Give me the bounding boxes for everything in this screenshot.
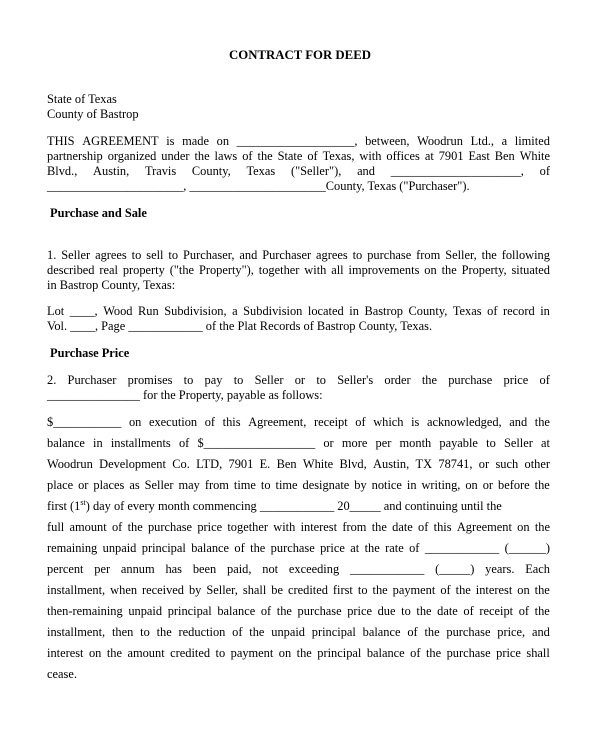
- word: Subdivision: [243, 304, 303, 318]
- word: not: [262, 562, 279, 576]
- word: price: [503, 373, 529, 387]
- word: as: [129, 478, 140, 492]
- word: 78741,: [438, 457, 473, 471]
- word: from: [416, 248, 441, 262]
- word: Ltd.,: [470, 134, 494, 148]
- word: Seller: [503, 436, 533, 450]
- word: credited: [170, 646, 211, 660]
- word: to: [352, 248, 363, 262]
- word: the: [364, 541, 380, 555]
- word: the: [250, 541, 266, 555]
- payment-line-6: [47, 520, 550, 534]
- word: installment,: [47, 583, 106, 597]
- state-line: State of Texas: [47, 92, 117, 106]
- word: execution: [148, 415, 198, 429]
- word: of: [487, 304, 498, 318]
- word: notice: [371, 478, 402, 492]
- lot-line-1: [47, 304, 550, 318]
- word: the: [455, 583, 471, 597]
- word: of: [242, 149, 253, 163]
- word: with: [273, 520, 296, 534]
- word: described: [47, 263, 95, 277]
- word: unpaid: [271, 625, 305, 639]
- word: the: [372, 583, 388, 597]
- first-day-text: [47, 499, 502, 513]
- word: TX: [415, 457, 433, 471]
- word: of: [539, 373, 550, 387]
- word: located: [307, 304, 344, 318]
- word: the: [194, 149, 210, 163]
- word: State: [277, 149, 303, 163]
- word: (_____): [435, 562, 475, 576]
- word: Woodrun: [417, 134, 463, 148]
- payment-line-11: [47, 625, 550, 639]
- word: Agreement,: [248, 415, 307, 429]
- word: or: [478, 457, 490, 471]
- word: the: [441, 263, 457, 277]
- word: month: [399, 436, 432, 450]
- word: or: [323, 436, 334, 450]
- payment-line-2: [47, 436, 550, 450]
- word: before: [498, 478, 530, 492]
- word: or: [482, 478, 494, 492]
- word: then: [111, 625, 134, 639]
- word: Purchaser,: [182, 248, 235, 262]
- word: Development: [99, 457, 166, 471]
- word: of: [518, 604, 530, 618]
- word: agrees: [95, 248, 127, 262]
- word: amount: [127, 646, 165, 660]
- first-day-post: ) day of every month commencing ____________ 20_____ and continuing until the: [85, 499, 502, 513]
- word: Each: [525, 562, 550, 576]
- word: County,: [408, 304, 448, 318]
- payment-line-4: [47, 478, 550, 492]
- word: Woodrun: [47, 457, 93, 471]
- word: of: [232, 625, 243, 639]
- word: improvements: [348, 263, 420, 277]
- word: Ben: [276, 457, 297, 471]
- word: payment: [230, 646, 274, 660]
- word: credited: [288, 583, 328, 597]
- word: $__________________: [197, 436, 316, 450]
- word: under: [161, 149, 190, 163]
- word: Lot: [47, 304, 65, 318]
- word: to: [233, 373, 244, 387]
- word: reduction: [178, 625, 226, 639]
- word: purchase: [448, 373, 493, 387]
- payment-line-7: [47, 541, 550, 555]
- word: the: [481, 248, 497, 262]
- payment-line-5: [47, 499, 550, 513]
- word: 7901: [438, 149, 464, 163]
- word: years.: [485, 562, 515, 576]
- word: property: [122, 263, 165, 277]
- word: Property"),: [198, 263, 254, 277]
- word: principal: [311, 625, 356, 639]
- intro-line-4: ______________________, ______________________County, Texas ("Purchaser").: [47, 179, 470, 193]
- word: ("the: [169, 263, 195, 277]
- word: THIS: [47, 134, 75, 148]
- word: at: [350, 541, 360, 555]
- word: remaining: [47, 541, 98, 555]
- word: interest: [300, 520, 338, 534]
- word: at: [424, 149, 434, 163]
- word: Seller,: [206, 583, 238, 597]
- word: order: [384, 373, 411, 387]
- word: Run: [138, 304, 159, 318]
- word: of: [409, 541, 420, 555]
- word: real: [99, 263, 118, 277]
- word: LTD,: [196, 457, 223, 471]
- word: places: [93, 478, 125, 492]
- word: of: [111, 520, 123, 534]
- intro-word: Texas: [246, 164, 276, 178]
- word: AGREEMENT: [82, 134, 159, 148]
- word: on: [88, 646, 102, 660]
- section1-line-3: in Bastrop County, Texas:: [47, 278, 176, 292]
- intro-word: ("Seller"),: [290, 164, 342, 178]
- first-day-sup: st: [80, 497, 86, 507]
- word: on: [278, 646, 292, 660]
- word: by: [188, 583, 202, 597]
- intro-word: Blvd.,: [47, 164, 78, 178]
- word: is: [411, 415, 420, 429]
- word: pay: [204, 373, 223, 387]
- section2-line-2: _______________ for the Property, payable as follows:: [47, 388, 323, 402]
- word: has: [165, 562, 182, 576]
- word: rate: [385, 541, 404, 555]
- word: is: [166, 134, 175, 148]
- word: all: [331, 263, 344, 277]
- word: receipt: [313, 415, 348, 429]
- word: 7901: [228, 457, 254, 471]
- payment-line-1: [47, 415, 550, 429]
- document-title: CONTRACT FOR DEED: [229, 48, 371, 62]
- word: to: [168, 248, 179, 262]
- word: the: [534, 478, 550, 492]
- word: situated: [511, 263, 550, 277]
- word: the: [296, 646, 312, 660]
- word: balance: [362, 625, 401, 639]
- word: in: [406, 478, 417, 492]
- word: Texas,: [322, 149, 355, 163]
- word: Property,: [461, 263, 507, 277]
- payment-line-10: [47, 604, 550, 618]
- word: and: [509, 415, 528, 429]
- word: partnership: [47, 149, 103, 163]
- word: price: [320, 541, 345, 555]
- word: on: [424, 263, 437, 277]
- word: shall: [242, 583, 267, 597]
- word: the: [534, 520, 550, 534]
- payment-line-8: [47, 562, 550, 576]
- word: from: [204, 478, 229, 492]
- word: paid,: [227, 562, 252, 576]
- word: of: [178, 436, 190, 450]
- section1-line-2: [47, 263, 550, 277]
- word: Blvd,: [339, 457, 367, 471]
- payment-line-12: [47, 646, 550, 660]
- word: purchase: [367, 248, 412, 262]
- word: $___________: [47, 415, 122, 429]
- word: 1.: [47, 248, 57, 262]
- word: and: [531, 625, 550, 639]
- word: Ben: [494, 149, 515, 163]
- heading-purchase-price: Purchase Price: [50, 346, 130, 360]
- word: from: [342, 520, 367, 534]
- word: price: [347, 604, 372, 618]
- word: Subdivision,: [164, 304, 227, 318]
- word: price,: [497, 625, 526, 639]
- word: Purchaser: [262, 248, 312, 262]
- word: purchase: [297, 604, 342, 618]
- word: White: [302, 457, 334, 471]
- word: installment,: [47, 625, 106, 639]
- word: to: [260, 478, 271, 492]
- word: between,: [365, 134, 410, 148]
- word: laws: [214, 149, 238, 163]
- county-line: County of Bastrop: [47, 107, 139, 121]
- word: the: [276, 604, 292, 618]
- word: principal: [167, 604, 212, 618]
- word: time: [275, 478, 298, 492]
- word: to: [131, 248, 142, 262]
- first-day-pre: first (1: [47, 499, 81, 513]
- word: date: [392, 520, 413, 534]
- payment-line-13: cease.: [47, 667, 77, 681]
- word: due: [377, 604, 396, 618]
- word: the: [534, 604, 550, 618]
- word: other: [524, 457, 550, 471]
- word: received: [142, 583, 184, 597]
- word: sell: [146, 248, 164, 262]
- section2-line-1: [47, 373, 550, 387]
- word: balance: [366, 646, 405, 660]
- intro-word: _____________________,: [390, 164, 524, 178]
- word: Seller's: [337, 373, 374, 387]
- word: to: [183, 373, 194, 387]
- word: E.: [259, 457, 271, 471]
- word: with: [359, 149, 382, 163]
- intro-word: Austin,: [93, 164, 130, 178]
- word: interest: [47, 646, 84, 660]
- word: been: [192, 562, 217, 576]
- word: principal: [141, 541, 186, 555]
- word: Seller: [254, 373, 284, 387]
- word: on: [517, 520, 530, 534]
- word: the: [416, 604, 432, 618]
- word: purchase: [147, 520, 193, 534]
- word: the: [106, 646, 122, 660]
- word: exceeding: [288, 562, 340, 576]
- word: White: [519, 149, 550, 163]
- word: ____,: [69, 304, 98, 318]
- word: at: [541, 436, 550, 450]
- word: such: [495, 457, 519, 471]
- section1-line-1: [47, 248, 550, 262]
- word: Seller: [144, 478, 174, 492]
- word: the: [534, 415, 550, 429]
- word: of: [407, 625, 418, 639]
- word: Agreement: [456, 520, 512, 534]
- word: 2.: [47, 373, 57, 387]
- word: then-remaining: [47, 604, 123, 618]
- word: payable: [439, 436, 478, 450]
- word: or: [78, 478, 89, 492]
- intro-line-2: [47, 149, 550, 163]
- payment-line-3: [47, 457, 550, 471]
- word: annum: [120, 562, 155, 576]
- word: Wood: [103, 304, 133, 318]
- word: East: [468, 149, 490, 163]
- word: price: [496, 646, 521, 660]
- word: on: [216, 134, 230, 148]
- word: purchase: [270, 541, 315, 555]
- word: Seller,: [445, 248, 477, 262]
- word: of: [204, 415, 216, 429]
- word: of: [260, 604, 272, 618]
- word: the: [127, 520, 143, 534]
- word: organized: [107, 149, 157, 163]
- word: be: [271, 583, 283, 597]
- word: agrees: [316, 248, 348, 262]
- word: a: [232, 304, 238, 318]
- word: Bastrop: [364, 304, 403, 318]
- word: installments: [110, 436, 171, 450]
- word: receipt: [479, 604, 514, 618]
- word: place: [47, 478, 74, 492]
- word: of: [307, 149, 318, 163]
- word: balance: [47, 436, 85, 450]
- word: per: [94, 562, 111, 576]
- intro-line-3: [47, 164, 550, 178]
- word: purchase: [446, 646, 491, 660]
- word: the: [421, 373, 437, 387]
- word: record: [503, 304, 535, 318]
- word: a: [501, 134, 508, 148]
- word: together: [258, 263, 300, 277]
- word: percent: [47, 562, 84, 576]
- word: unpaid: [102, 541, 137, 555]
- word: the: [249, 625, 265, 639]
- word: of: [355, 415, 366, 429]
- word: following: [501, 248, 550, 262]
- word: of: [418, 520, 429, 534]
- word: on: [517, 583, 530, 597]
- word: shall: [526, 646, 550, 660]
- word: principal: [317, 646, 362, 660]
- word: amount: [69, 520, 107, 534]
- word: made: [182, 134, 209, 148]
- word: this: [433, 520, 452, 534]
- word: the: [534, 583, 550, 597]
- word: date: [437, 604, 458, 618]
- word: limited: [514, 134, 550, 148]
- word: the: [425, 646, 442, 660]
- word: ____________: [349, 562, 425, 576]
- intro-word: and: [357, 164, 375, 178]
- word: with: [304, 263, 327, 277]
- word: promises: [127, 373, 173, 387]
- heading-purchase-and-sale: Purchase and Sale: [50, 206, 147, 220]
- word: (______): [504, 541, 550, 555]
- word: and: [239, 248, 258, 262]
- lot-line-2: Vol. ____, Page ____________ of the Plat Records of Bastrop County, Texas.: [47, 319, 433, 333]
- intro-line-1: [47, 134, 550, 148]
- intro-word: County,: [191, 164, 231, 178]
- word: per: [375, 436, 392, 450]
- word: balance: [217, 604, 256, 618]
- word: price: [197, 520, 223, 534]
- word: payment: [392, 583, 436, 597]
- word: of: [440, 583, 451, 597]
- word: or: [294, 373, 306, 387]
- word: the: [371, 520, 387, 534]
- word: offices: [386, 149, 420, 163]
- word: in: [540, 304, 550, 318]
- word: ____________: [424, 541, 500, 555]
- word: time: [233, 478, 256, 492]
- word: of: [234, 541, 245, 555]
- word: Austin,: [373, 457, 410, 471]
- word: Seller: [61, 248, 91, 262]
- word: may: [178, 478, 200, 492]
- word: ___________________,: [236, 134, 358, 148]
- word: to: [357, 583, 368, 597]
- word: to: [486, 436, 496, 450]
- word: balance: [191, 541, 230, 555]
- word: Purchaser: [67, 373, 117, 387]
- payment-line-9: [47, 583, 550, 597]
- word: to: [215, 646, 226, 660]
- intro-word: of: [539, 164, 550, 178]
- word: the: [424, 625, 440, 639]
- word: more: [341, 436, 368, 450]
- word: writing,: [421, 478, 461, 492]
- word: together: [227, 520, 268, 534]
- word: when: [110, 583, 138, 597]
- word: full: [47, 520, 65, 534]
- word: first: [332, 583, 353, 597]
- word: of: [463, 604, 474, 618]
- word: of: [410, 646, 421, 660]
- word: by: [354, 478, 367, 492]
- word: to: [316, 373, 326, 387]
- word: to: [401, 604, 411, 618]
- word: unpaid: [128, 604, 163, 618]
- word: in: [349, 304, 359, 318]
- word: to: [140, 625, 150, 639]
- word: on: [465, 478, 478, 492]
- word: which: [373, 415, 404, 429]
- word: interest: [475, 583, 513, 597]
- word: the: [257, 149, 273, 163]
- word: Texas: [452, 304, 482, 318]
- word: Co.: [172, 457, 190, 471]
- intro-word: Travis: [144, 164, 177, 178]
- word: designate: [302, 478, 350, 492]
- word: in: [93, 436, 103, 450]
- word: this: [222, 415, 241, 429]
- word: acknowledged,: [426, 415, 502, 429]
- word: purchase: [446, 625, 491, 639]
- word: on: [128, 415, 142, 429]
- word: the: [156, 625, 172, 639]
